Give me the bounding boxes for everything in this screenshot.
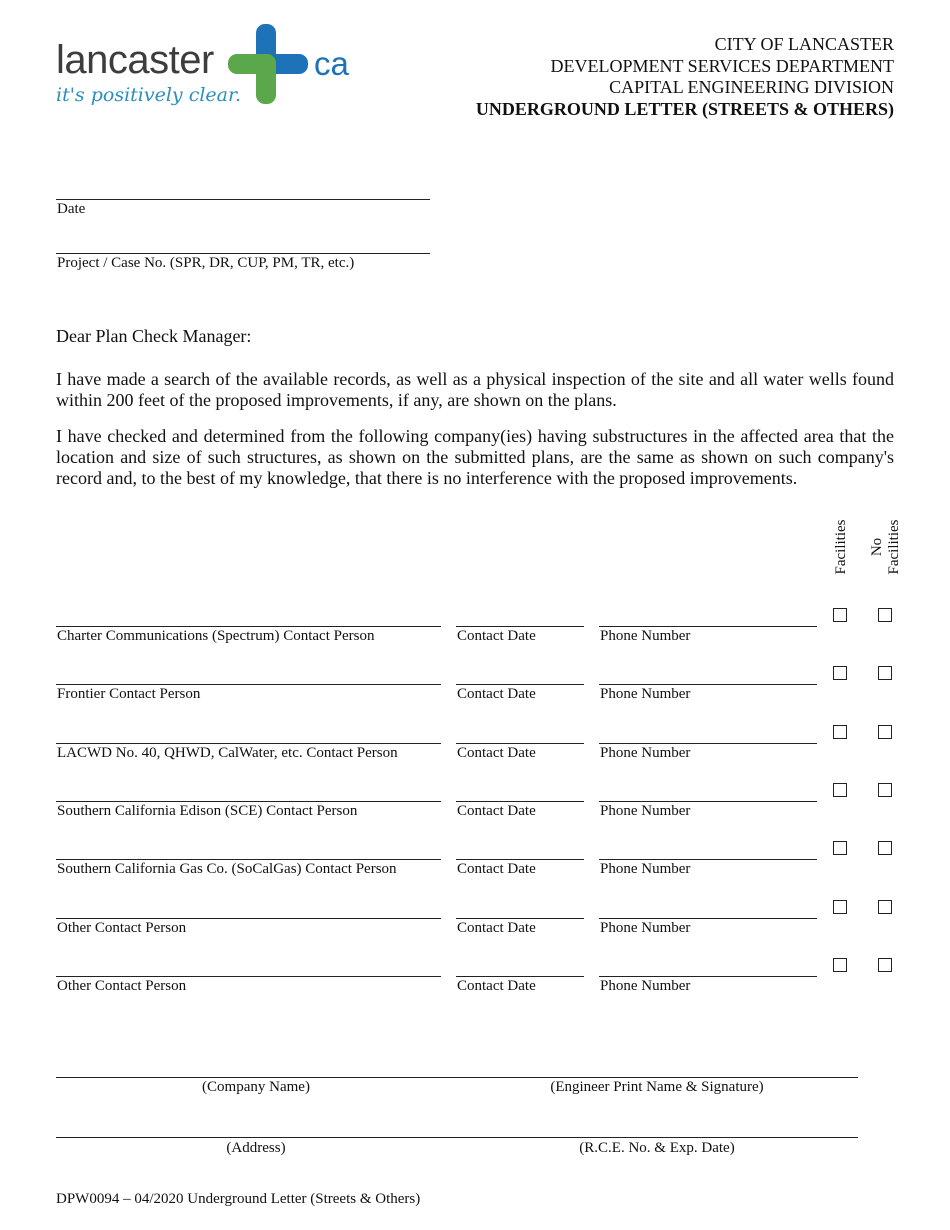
facilities-checkbox[interactable] — [833, 958, 847, 972]
contact-date-label: Contact Date — [457, 920, 536, 936]
contact-date-label: Contact Date — [457, 686, 536, 702]
form-footer: DPW0094 – 04/2020 Underground Letter (Streets & Others) — [56, 1191, 421, 1207]
facilities-checkbox[interactable] — [833, 900, 847, 914]
contact-person-label: Other Contact Person — [57, 978, 187, 994]
department-header — [476, 34, 894, 120]
no-facilities-checkbox[interactable] — [878, 958, 892, 972]
no-facilities-checkbox[interactable] — [878, 841, 892, 855]
contact-person-label: Frontier Contact Person — [57, 686, 201, 702]
phone-number-label: Phone Number — [600, 920, 691, 936]
address-label: (Address) — [226, 1140, 286, 1156]
letter-paragraph-2: I have checked and determined from the following company(ies) having substructures in the affected area that the location and size of such structures, as shown on the submitted plans, are the same as shown on such company's record and, to the best of my knowledge, that there is no interference with the proposed improvements. — [56, 426, 894, 488]
contact-person-label: Charter Communications (Spectrum) Contact Person — [57, 628, 375, 644]
contact-date-label: Contact Date — [457, 628, 536, 644]
letter-paragraph-1: I have made a search of the available records, as well as a physical inspection of the site and all water wells found within 200 feet of the proposed improvements, if any, are shown on the plans. — [56, 369, 894, 410]
header-department: DEVELOPMENT SERVICES DEPARTMENT — [550, 55, 894, 76]
form-title: UNDERGROUND LETTER (STREETS & OTHERS) — [475, 98, 894, 119]
contact-person-label: Southern California Edison (SCE) Contact Person — [57, 803, 358, 819]
no-facilities-checkbox[interactable] — [878, 725, 892, 739]
no-facilities-column-header: No Facilities — [869, 519, 902, 575]
phone-number-label: Phone Number — [600, 861, 691, 877]
rce-label: (R.C.E. No. & Exp. Date) — [579, 1140, 735, 1156]
engineer-signature-label: (Engineer Print Name & Signature) — [550, 1079, 764, 1095]
no-facilities-checkbox[interactable] — [878, 783, 892, 797]
phone-number-label: Phone Number — [600, 628, 691, 644]
phone-number-label: Phone Number — [600, 745, 691, 761]
logo-suffix: ca — [314, 45, 349, 82]
address-rce-line[interactable] — [56, 1137, 858, 1138]
contact-date-label: Contact Date — [457, 745, 536, 761]
facilities-checkbox[interactable] — [833, 783, 847, 797]
logo-tagline: it's positively clear. — [56, 84, 242, 106]
contact-date-label: Contact Date — [457, 803, 536, 819]
contact-person-label: Other Contact Person — [57, 920, 187, 936]
phone-number-label: Phone Number — [600, 978, 691, 994]
header-city: CITY OF LANCASTER — [714, 34, 894, 54]
contact-date-label: Contact Date — [457, 861, 536, 877]
project-case-label: Project / Case No. (SPR, DR, CUP, PM, TR, etc.) — [57, 255, 355, 271]
facilities-checkbox[interactable] — [833, 725, 847, 739]
contact-date-label: Contact Date — [457, 978, 536, 994]
salutation: Dear Plan Check Manager: — [56, 326, 252, 346]
contact-person-label: Southern California Gas Co. (SoCalGas) Contact Person — [57, 861, 397, 877]
phone-number-label: Phone Number — [600, 686, 691, 702]
no-facilities-checkbox[interactable] — [878, 666, 892, 680]
date-label: Date — [57, 201, 86, 217]
no-facilities-checkbox[interactable] — [878, 608, 892, 622]
facilities-column-header: Facilities — [833, 519, 849, 575]
company-name-label: (Company Name) — [202, 1079, 310, 1095]
contact-person-label: LACWD No. 40, QHWD, CalWater, etc. Contact Person — [57, 745, 398, 761]
logo-wordmark: lancaster — [56, 38, 214, 82]
facilities-checkbox[interactable] — [833, 608, 847, 622]
header-division: CAPITAL ENGINEERING DIVISION — [609, 77, 894, 97]
facilities-checkbox[interactable] — [833, 666, 847, 680]
phone-number-label: Phone Number — [600, 803, 691, 819]
no-facilities-checkbox[interactable] — [878, 900, 892, 914]
facilities-checkbox[interactable] — [833, 841, 847, 855]
date-field[interactable] — [56, 199, 430, 200]
